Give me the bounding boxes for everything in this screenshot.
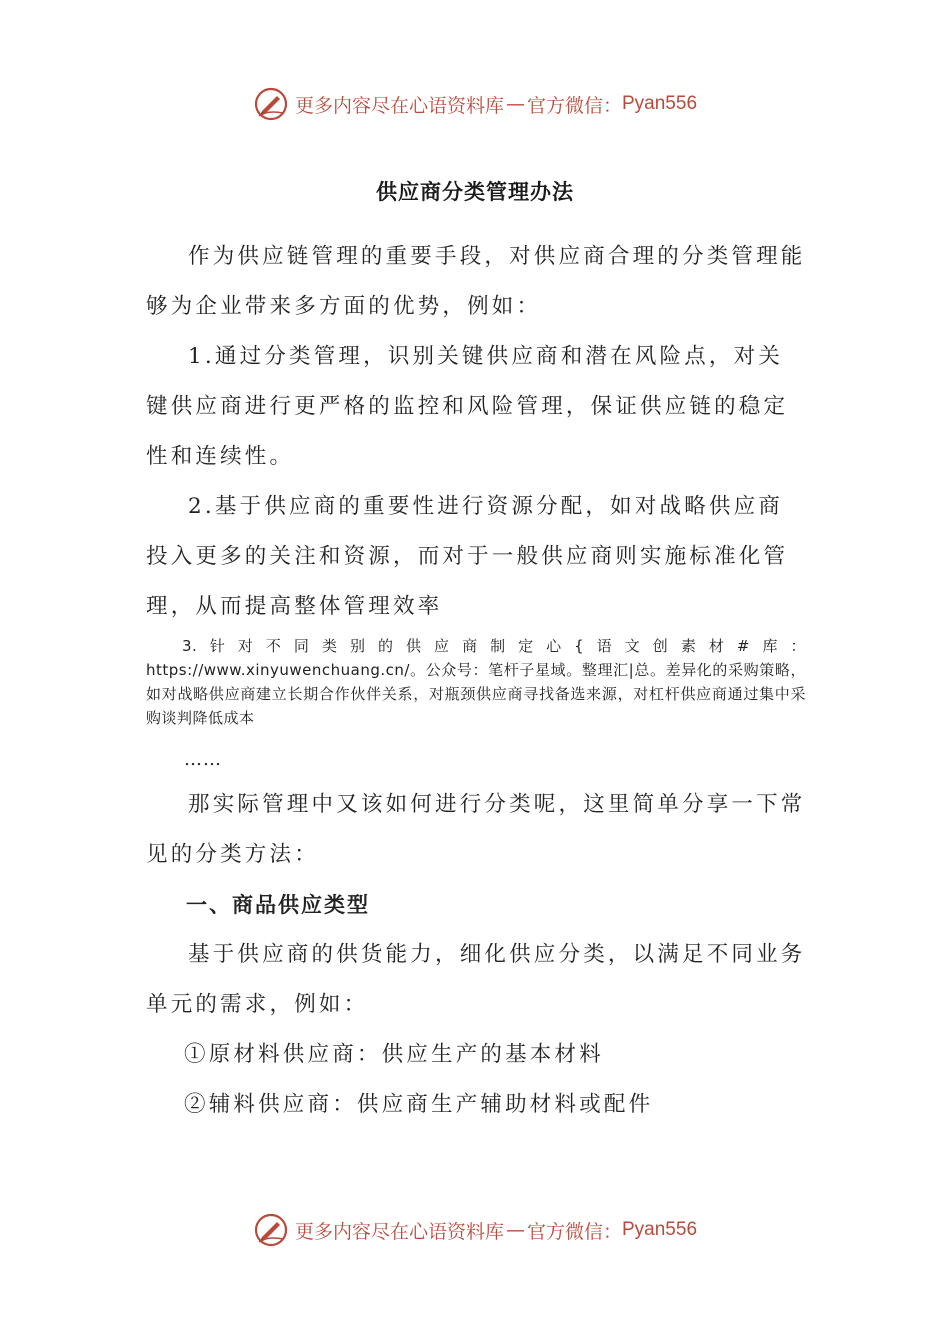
document-title: 供应商分类管理办法 — [376, 180, 574, 204]
point-3-text: 3.针对不同类别的供应商制定心{语文创素材#库：https://www.xinyuwenchuang.cn/。公众号：笔杆子星域。整理汇|总。差异化的采购策略，如对战略供应商建立长期合作伙伴关系，对瓶颈供应商寻找备选来源，对杠杆供应商通过集中采购谈判降低成本 — [146, 637, 806, 727]
banner-separator: — — [505, 93, 525, 115]
point-2-paragraph: 2.基于供应商的重要性进行资源分配，如对战略供应商投入更多的关注和资源，而对于一般供应商则实施标准化管理，从而提高整体管理效率 — [146, 494, 789, 619]
banner-separator: — — [505, 1219, 525, 1241]
list-item: ②辅料供应商：供应商生产辅助材料或配件 — [184, 1092, 654, 1117]
banner-suffix: 官方微信： — [526, 1220, 622, 1243]
header-banner — [0, 82, 950, 126]
banner-text: 更多内容尽在心语资料库 — [294, 94, 504, 117]
document-body — [146, 232, 806, 1130]
pen-logo-icon — [253, 1212, 289, 1248]
banner-suffix: 官方微信： — [526, 94, 622, 117]
intro-paragraph: 作为供应链管理的重要手段，对供应商合理的分类管理能够为企业带来多方面的优势，例如： — [146, 244, 806, 319]
banner-text: 更多内容尽在心语资料库 — [294, 1220, 504, 1243]
banner-wechat-id: Pyan556 — [622, 93, 698, 114]
footer-banner — [0, 1208, 950, 1252]
list-item: ①原材料供应商：供应生产的基本材料 — [184, 1042, 604, 1067]
point-3-paragraph — [146, 634, 806, 730]
ellipsis: …… — [184, 749, 222, 770]
section-heading: 一、商品供应类型 — [186, 893, 370, 917]
section-description: 基于供应商的供货能力，细化供应分类，以满足不同业务单元的需求，例如： — [146, 942, 806, 1017]
point-1-paragraph: 1.通过分类管理，识别关键供应商和潜在风险点，对关键供应商进行更严格的监控和风险管理，保证供应链的稳定性和连续性。 — [146, 344, 789, 469]
banner-wechat-id: Pyan556 — [622, 1219, 698, 1240]
pen-logo-icon — [253, 86, 289, 122]
question-paragraph: 那实际管理中又该如何进行分类呢，这里简单分享一下常见的分类方法： — [146, 792, 806, 867]
